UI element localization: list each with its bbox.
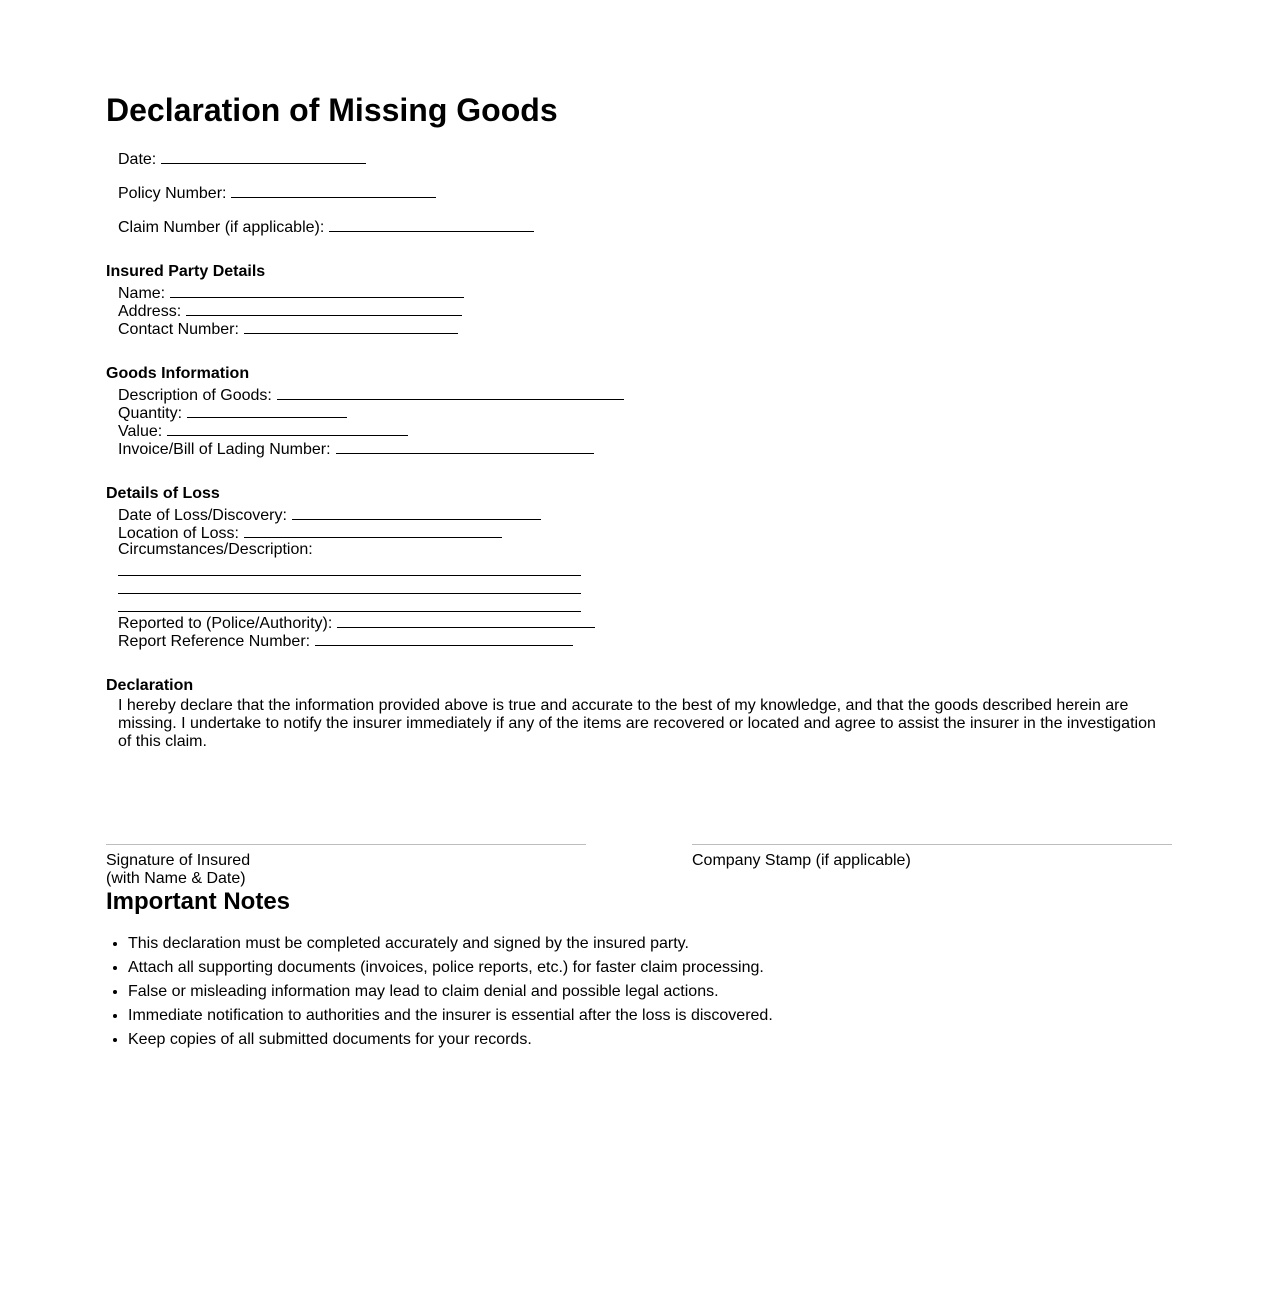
insured-contact-blank bbox=[244, 319, 458, 334]
policy-number-label: Policy Number: bbox=[118, 185, 227, 202]
claim-number-field bbox=[118, 217, 534, 237]
goods-value-field bbox=[118, 421, 408, 441]
goods-description-blank bbox=[277, 385, 624, 400]
insured-contact-label: Contact Number: bbox=[118, 321, 239, 338]
list-item: • Attach all supporting documents (invoices, police reports, etc.) for faster claim processing. bbox=[128, 959, 773, 977]
claim-number-label: Claim Number (if applicable): bbox=[118, 219, 325, 236]
loss-report-ref-field bbox=[118, 631, 573, 651]
goods-quantity-field bbox=[118, 403, 347, 423]
company-stamp-line bbox=[692, 844, 1172, 845]
loss-location-field bbox=[118, 523, 502, 543]
circumstances-line-2 bbox=[118, 593, 581, 594]
loss-date-blank bbox=[292, 505, 541, 520]
insured-name-label: Name: bbox=[118, 285, 166, 302]
goods-quantity-label: Quantity: bbox=[118, 405, 183, 422]
page-title: Declaration of Missing Goods bbox=[106, 92, 558, 128]
insured-contact-field bbox=[118, 319, 458, 339]
insured-signature-label bbox=[106, 852, 250, 888]
goods-invoice-field bbox=[118, 439, 594, 459]
insured-address-blank bbox=[186, 301, 462, 316]
insured-signature-line bbox=[106, 844, 586, 845]
declaration-heading: Declaration bbox=[106, 677, 194, 694]
loss-reported-blank bbox=[337, 613, 595, 628]
company-stamp-label: Company Stamp (if applicable) bbox=[692, 852, 911, 869]
policy-number-field bbox=[118, 183, 436, 203]
policy-number-blank bbox=[231, 183, 436, 198]
date-field bbox=[118, 149, 366, 169]
insured-signature-label-line1: Signature of Insured bbox=[106, 852, 251, 869]
loss-reported-label: Reported to (Police/Authority): bbox=[118, 615, 333, 632]
date-blank bbox=[161, 149, 366, 164]
claim-number-blank bbox=[329, 217, 534, 232]
loss-reported-field bbox=[118, 613, 595, 633]
list-item: • This declaration must be completed accurately and signed by the insured party. bbox=[128, 935, 773, 953]
notes-list bbox=[106, 935, 773, 1055]
insured-signature-label-line2: (with Name & Date) bbox=[106, 870, 246, 887]
circumstances-line-1 bbox=[118, 575, 581, 576]
goods-quantity-blank bbox=[187, 403, 347, 418]
loss-circumstances-label: Circumstances/Description: bbox=[118, 541, 313, 558]
loss-location-blank bbox=[244, 523, 502, 538]
list-item: • Keep copies of all submitted documents for your records. bbox=[128, 1031, 773, 1049]
goods-description-label: Description of Goods: bbox=[118, 387, 272, 404]
loss-location-label: Location of Loss: bbox=[118, 525, 239, 542]
goods-description-field bbox=[118, 385, 624, 405]
declaration-text: I hereby declare that the information provided above is true and accurate to the best of my knowledge, and that the goods described herein are missing. I undertake to notify the insurer immediately if any of the items are recovered or located and agree to assist the insurer in the investigation of this claim. bbox=[118, 697, 1156, 750]
circumstances-line-3 bbox=[118, 611, 581, 612]
loss-date-label: Date of Loss/Discovery: bbox=[118, 507, 287, 524]
goods-value-blank bbox=[167, 421, 408, 436]
goods-invoice-label: Invoice/Bill of Lading Number: bbox=[118, 441, 331, 458]
insured-name-blank bbox=[170, 283, 464, 298]
loss-report-ref-blank bbox=[315, 631, 573, 646]
goods-heading: Goods Information bbox=[106, 365, 250, 382]
loss-date-field bbox=[118, 505, 541, 525]
list-item: • False or misleading information may lead to claim denial and possible legal actions. bbox=[128, 983, 773, 1001]
goods-invoice-blank bbox=[336, 439, 594, 454]
insured-name-field bbox=[118, 283, 464, 303]
date-label: Date: bbox=[118, 151, 157, 168]
loss-heading: Details of Loss bbox=[106, 485, 220, 502]
loss-report-ref-label: Report Reference Number: bbox=[118, 633, 311, 650]
insured-address-field bbox=[118, 301, 462, 321]
list-item: • Immediate notification to authorities and the insurer is essential after the loss is discovered. bbox=[128, 1007, 773, 1025]
insured-heading: Insured Party Details bbox=[106, 263, 266, 280]
notes-heading: Important Notes bbox=[106, 888, 291, 915]
goods-value-label: Value: bbox=[118, 423, 163, 440]
insured-address-label: Address: bbox=[118, 303, 182, 320]
